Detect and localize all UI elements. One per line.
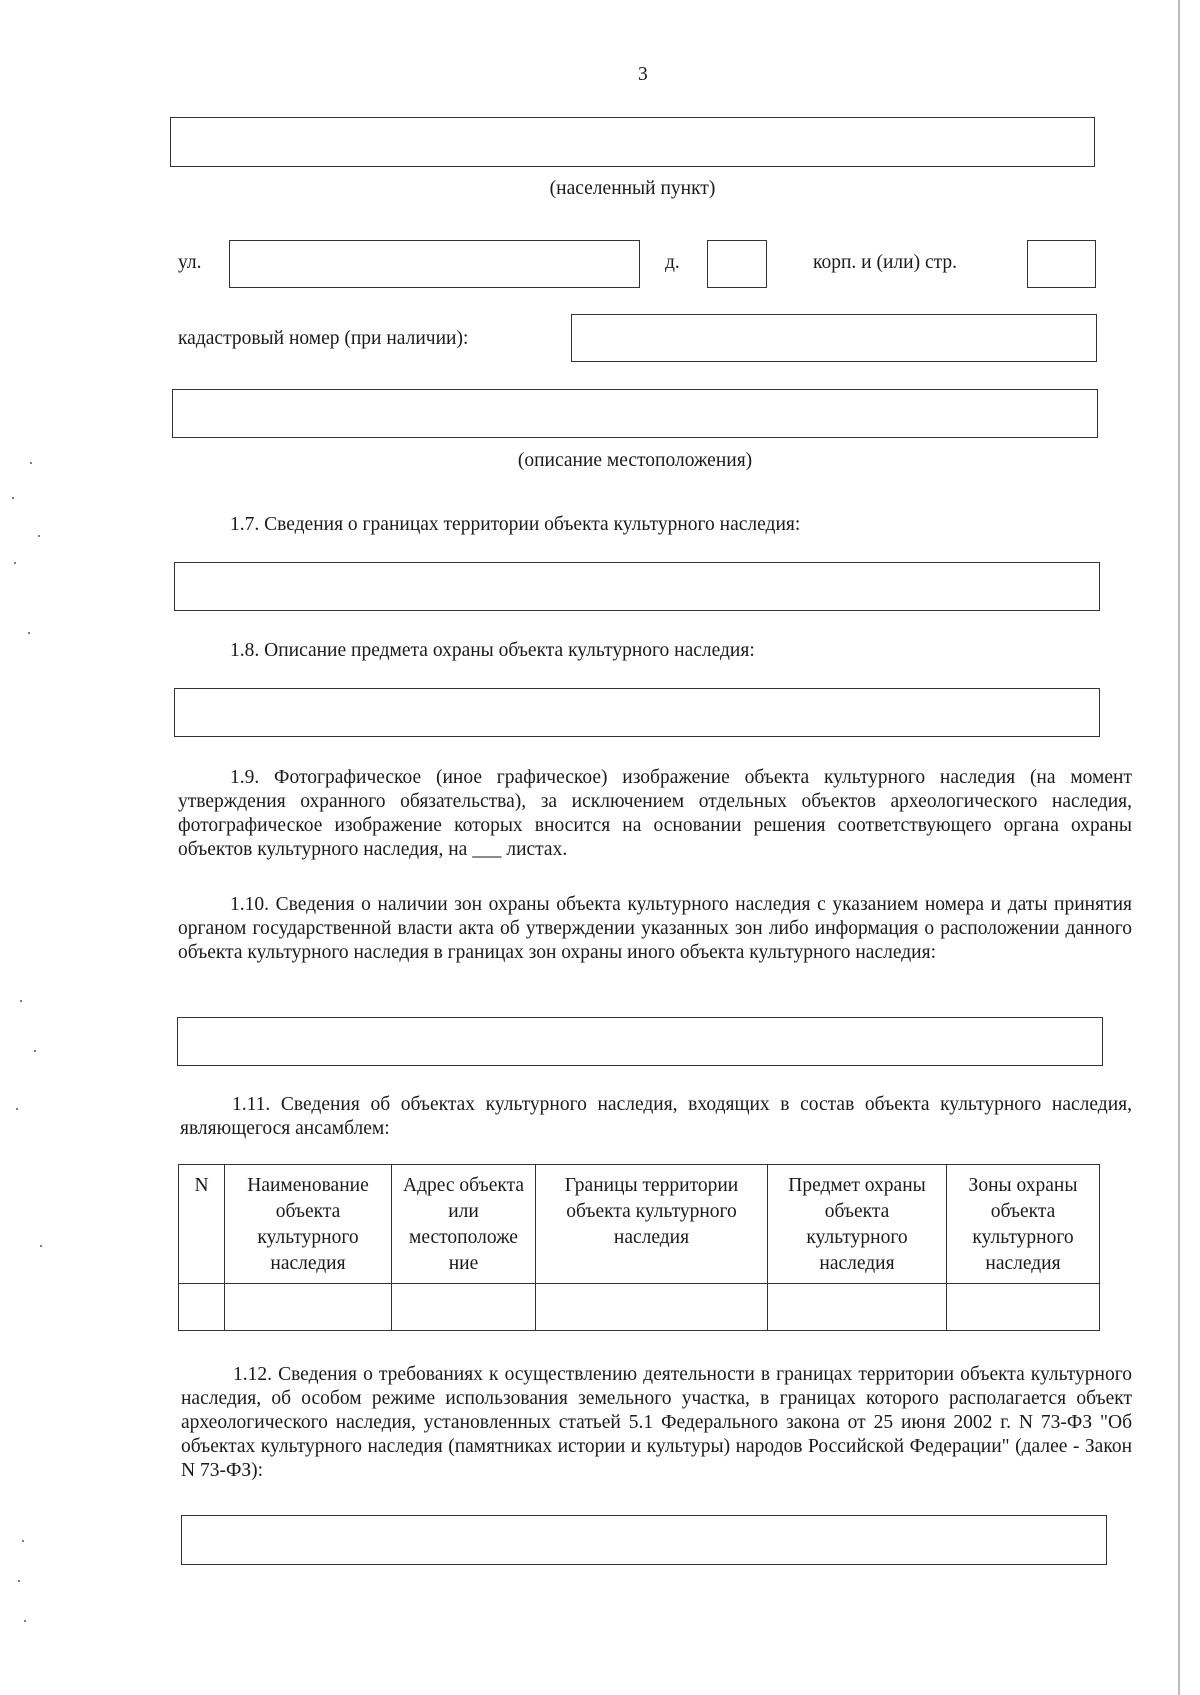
house-label: д. bbox=[665, 252, 680, 273]
scan-speck bbox=[12, 497, 14, 499]
settlement-field[interactable] bbox=[170, 117, 1095, 167]
table-cell[interactable] bbox=[179, 1284, 225, 1331]
scan-speck bbox=[20, 1000, 22, 1002]
page-number: 3 bbox=[638, 64, 648, 85]
scan-speck bbox=[38, 535, 40, 537]
building-label: корп. и (или) стр. bbox=[813, 252, 957, 273]
location-description-field[interactable] bbox=[172, 389, 1098, 438]
scan-speck bbox=[40, 1245, 42, 1247]
scan-speck bbox=[34, 1050, 36, 1052]
scan-speck bbox=[28, 632, 30, 634]
col-protection-subject: Предмет охраны объекта культурного наследия bbox=[768, 1165, 947, 1284]
section-1-8-heading: 1.8. Описание предмета охраны объекта культурного наследия: bbox=[230, 640, 755, 661]
table-header-row bbox=[179, 1165, 1100, 1284]
col-object-name: Наименование объекта культурного наследия bbox=[225, 1165, 392, 1284]
section-1-12-field[interactable] bbox=[181, 1515, 1107, 1565]
house-field[interactable] bbox=[707, 240, 767, 288]
scan-speck bbox=[16, 1108, 18, 1110]
scan-speck bbox=[14, 562, 16, 564]
building-field[interactable] bbox=[1027, 240, 1096, 288]
table-cell[interactable] bbox=[225, 1284, 392, 1331]
cadastral-label: кадастровый номер (при наличии): bbox=[178, 328, 469, 349]
table-cell[interactable] bbox=[392, 1284, 536, 1331]
table-cell[interactable] bbox=[536, 1284, 768, 1331]
table-cell[interactable] bbox=[768, 1284, 947, 1331]
section-1-12-paragraph: 1.12. Сведения о требованиях к осуществлению деятельности в границах территории объекта культурного наследия, об особом режиме использования земельного участка, в границах которого располагается объект археологического наследия, установленных статьей 5.1 Федерального закона от 25 июня 2002 г. N 73-ФЗ "Об объектах культурного наследия (памятниках истории и культуры) народов Российской Федерации" (далее - Закон N 73-ФЗ): bbox=[181, 1364, 1132, 1481]
settlement-caption: (населенный пункт) bbox=[549, 178, 716, 199]
section-1-8-field[interactable] bbox=[174, 688, 1100, 737]
col-territory-boundaries: Границы территории объекта культурного наследия bbox=[536, 1165, 768, 1284]
section-1-9-paragraph: 1.9. Фотографическое (иное графическое) изображение объекта культурного наследия (на момент утверждения охранного обязательства), за исключением отдельных объектов археологического наследия, фотографическое изображение которых вносится на основании решения соответствующего органа охраны объектов культурного наследия, на ___ листах. bbox=[178, 767, 1132, 860]
col-protection-zones: Зоны охраны объекта культурного наследия bbox=[947, 1165, 1100, 1284]
section-1-10-paragraph: 1.10. Сведения о наличии зон охраны объекта культурного наследия с указанием номера и даты принятия органом государственной власти акта об утверждении указанных зон либо информация о расположении данного объекта культурного наследия в границах зон охраны иного объекта культурного наследия: bbox=[178, 894, 1132, 963]
table-cell[interactable] bbox=[947, 1284, 1100, 1331]
page-edge-line bbox=[1178, 0, 1180, 1695]
section-1-7-heading: 1.7. Сведения о границах территории объекта культурного наследия: bbox=[230, 514, 801, 535]
street-label: ул. bbox=[178, 252, 202, 273]
section-1-10-field[interactable] bbox=[177, 1017, 1103, 1066]
street-field[interactable] bbox=[229, 240, 640, 288]
scan-speck bbox=[30, 462, 32, 464]
ensemble-table bbox=[178, 1164, 1100, 1331]
location-description-caption: (описание местоположения) bbox=[517, 450, 753, 471]
scan-speck bbox=[22, 1540, 24, 1542]
table-row bbox=[179, 1284, 1100, 1331]
scan-speck bbox=[24, 1620, 26, 1622]
cadastral-field[interactable] bbox=[571, 314, 1097, 362]
scan-speck bbox=[18, 1580, 20, 1582]
col-address: Адрес объекта или местоположе ние bbox=[392, 1165, 536, 1284]
section-1-11-paragraph: 1.11. Сведения об объектах культурного наследия, входящих в состав объекта культурного наследия, являющегося ансамблем: bbox=[180, 1094, 1132, 1139]
col-number: N bbox=[179, 1165, 225, 1284]
section-1-7-field[interactable] bbox=[174, 562, 1100, 611]
